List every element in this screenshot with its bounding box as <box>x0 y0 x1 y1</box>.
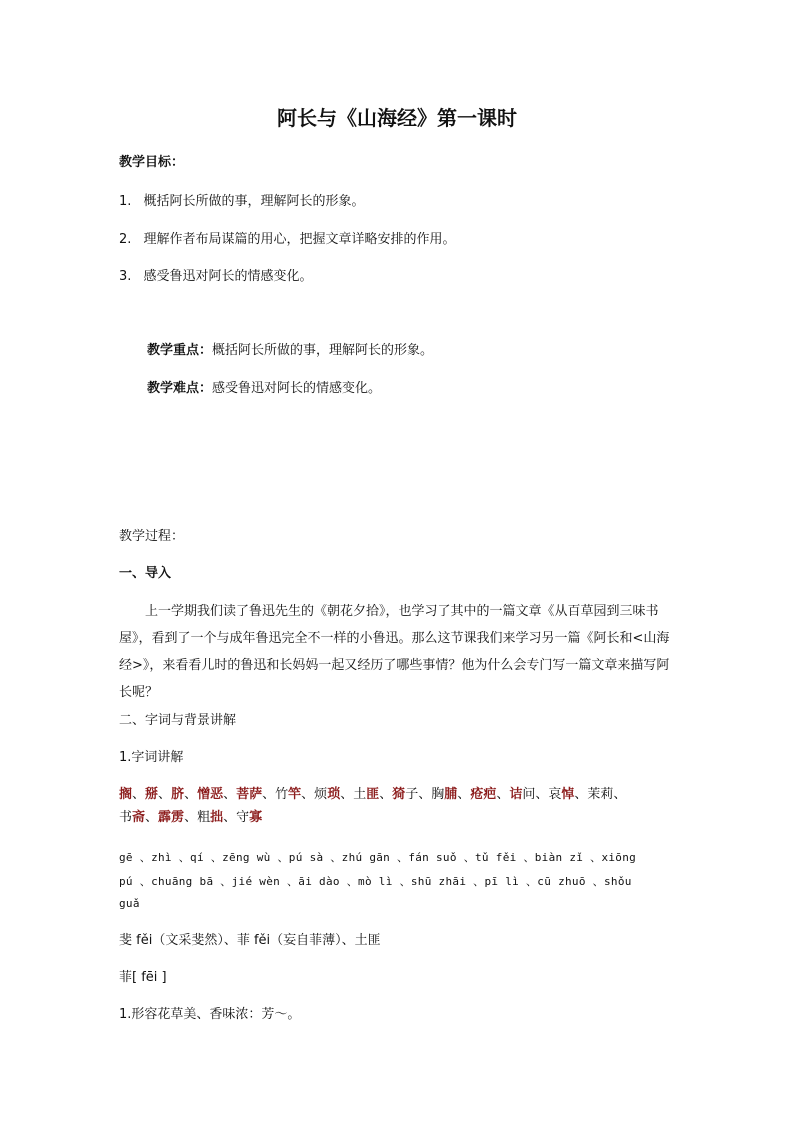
vocab-separator: 问、哀 <box>522 787 562 802</box>
vocab-separator: 、 <box>496 787 510 802</box>
vocab-separator: 、粗 <box>184 810 211 825</box>
process-heading: 教学过程： <box>119 529 185 544</box>
vocab-term: 憎恶 <box>197 787 224 802</box>
vocab-term: 搁 <box>119 787 133 802</box>
vocab-separator: 、 <box>379 787 393 802</box>
vocab-line <box>119 786 626 804</box>
vocab-separator: 书 <box>119 810 133 825</box>
fei-definition: 1.形容花草美、香味浓：芳～。 <box>119 1007 301 1022</box>
vocab-separator: 、 <box>132 787 146 802</box>
section-heading-vocab: 二、字词与背景讲解 <box>119 713 237 728</box>
vocab-term: 脐 <box>171 787 185 802</box>
pinyin-line: pú 、chuāng bā 、jié wèn 、āi dào 、mò lì 、shū zhāi 、pī lì 、cū zhuō 、shǒu <box>119 875 632 888</box>
vocab-separator: 、 <box>158 787 172 802</box>
fei-comparison: 斐 fěi（文采斐然）、菲 fěi（妄自菲薄）、土匪 <box>119 933 381 948</box>
vocab-separator: 、 <box>184 787 198 802</box>
page-title: 阿长与《山海经》第一课时 <box>277 106 517 130</box>
vocab-separator: 、 <box>457 787 471 802</box>
key-point-text: 概括阿长所做的事，理解阿长的形象。 <box>212 343 434 358</box>
vocab-separator: 、 <box>223 787 237 802</box>
objective-number: 1. <box>119 194 132 209</box>
fei-entry: 菲[ fēi ] <box>119 970 167 985</box>
vocab-term: 悼 <box>561 787 575 802</box>
vocab-separator: 、 <box>145 810 159 825</box>
vocab-separator: 、土 <box>340 787 367 802</box>
pinyin-line: gē 、zhì 、qí 、zēng wù 、pú sà 、zhú gān 、fán suǒ 、tǔ fěi 、biàn zǐ 、xiōng <box>119 851 637 864</box>
section-heading-intro: 一、导入 <box>119 566 172 581</box>
key-point <box>147 342 433 360</box>
vocab-term: 匪 <box>366 787 380 802</box>
objective-number: 3. <box>119 269 132 284</box>
difficult-point-label: 教学难点： <box>147 381 213 396</box>
vocab-term: 菩萨 <box>236 787 263 802</box>
vocab-term: 斋 <box>132 810 146 825</box>
vocab-term: 拙 <box>210 810 224 825</box>
vocab-line <box>119 809 262 827</box>
objective-text: 理解作者布局谋篇的用心，把握文章详略安排的作用。 <box>143 232 456 247</box>
objective-item <box>119 193 365 211</box>
objective-item <box>119 268 313 286</box>
vocab-separator: 、烦 <box>301 787 328 802</box>
vocab-separator: 、竹 <box>262 787 289 802</box>
objective-item <box>119 231 456 249</box>
pinyin-line: guǎ <box>119 897 140 910</box>
key-point-label: 教学重点： <box>147 343 213 358</box>
vocab-term: 掰 <box>145 787 159 802</box>
vocab-term: 疮疤 <box>470 787 497 802</box>
objectives-heading: 教学目标： <box>119 155 185 170</box>
vocab-separator: 子、胸 <box>405 787 445 802</box>
vocab-term: 脯 <box>444 787 458 802</box>
vocab-term: 琐 <box>327 787 341 802</box>
vocab-separator: 、茉莉、 <box>574 787 627 802</box>
difficult-point-text: 感受鲁迅对阿长的情感变化。 <box>212 381 382 396</box>
vocab-subheading: 1.字词讲解 <box>119 750 184 765</box>
vocab-term: 寡 <box>249 810 263 825</box>
vocab-term: 霹雳 <box>158 810 185 825</box>
objective-text: 感受鲁迅对阿长的情感变化。 <box>143 269 313 284</box>
intro-paragraph: 上一学期我们读了鲁迅先生的《朝花夕拾》，也学习了其中的一篇文章《从百草园到三味书屋》，看到了一个与成年鲁迅完全不一样的小鲁迅。那么这节课我们来学习另一篇《阿长和<山海经>》，来看看儿时的鲁迅和长妈妈一起又经历了哪些事情？他为什么会专门写一篇文章来描写阿长呢？ <box>119 604 670 700</box>
vocab-term: 猗 <box>392 787 406 802</box>
difficult-point <box>147 380 381 398</box>
vocab-term: 诘 <box>509 787 523 802</box>
objective-text: 概括阿长所做的事，理解阿长的形象。 <box>143 194 365 209</box>
objective-number: 2. <box>119 232 132 247</box>
vocab-term: 竿 <box>288 787 302 802</box>
vocab-separator: 、守 <box>223 810 250 825</box>
